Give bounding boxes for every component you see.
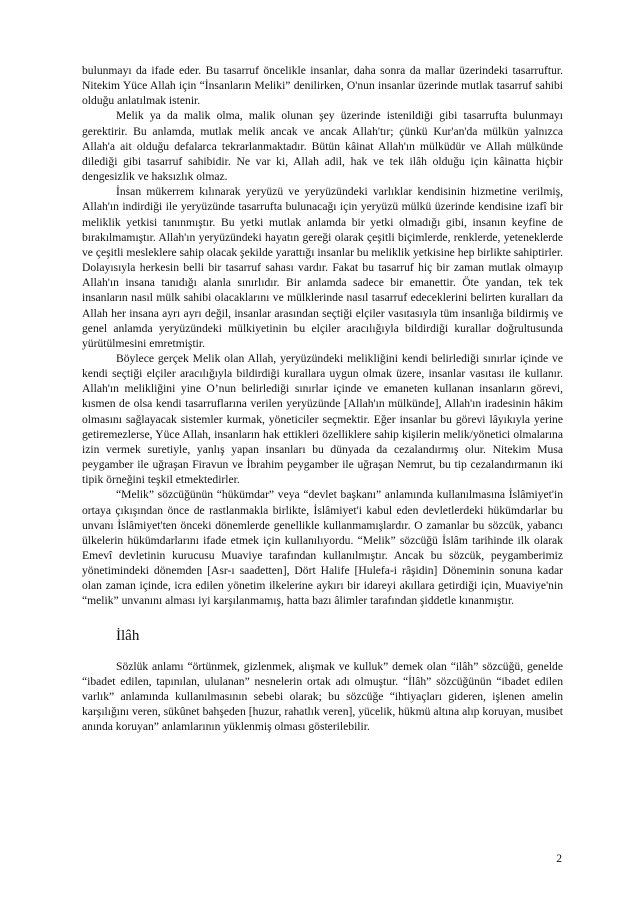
paragraph-melik-sozcugu: “Melik” sözcüğünün “hükümdar” veya “devlet başkanı” anlamında kullanılmasına İslâmiyet'in ortaya çıkışından önce de rastlanmakla birlikte, İslâmiyet'i kabul eden devletlerdeki hükümdarlar bu unvanı İslâmiyet'ten önceki dönemlerde genellikle kullanmamışlardır. O zamanlar bu sözcük, yabancı ülkelerin hükümdarlarını ifade etmek için kullanılıyordu. “Melik” sözcüğü İslâm tarihinde ilk olarak Emevî devletinin kurucusu Muaviye tarafından kullanılmıştır. Ancak bu sözcük, peygamberimiz yönetimindeki dönemden [Asr-ı saadetten], Dört Halife [Hulefa-i râşidin] Döneminin sonuna kadar olan zaman içinde, icra edilen yönetim ilkelerine aykırı bir idareyi akıllara getirdiği için, Muaviye'nin “melik” unvanını alması iyi karşılanmamış, hatta bazı âlimler tarafından şiddetle kınanmıştır. [82,488,563,608]
paragraph-melik-malik: Melik ya da malik olma, malik olunan şey üzerinde istenildiği gibi tasarrufta bulunmayı gerektirir. Bu anlamda, mutlak melik ancak ve ancak Allah'tır; çünkü Kur'an'da mülkün yalnızca Allah'a ait olduğu defalarca tekrarlanmaktadır. Bütün kâinat Allah'ın mülküdür ve Allah mülkünde dilediği gibi tasarruf sahibidir. Ne var ki, Allah adil, hak ve tek ilâh olduğu için kâinatta hiçbir dengesizlik ve haksızlık olmaz. [82,109,563,184]
page-number: 2 [556,852,562,865]
paragraph-insan-mukerrem: İnsan mükerrem kılınarak yeryüzü ve yeryüzündeki varlıklar kendisinin hizmetine verilmiş, Allah'ın indirdiği ile yeryüzünde tasarrufta bulunacağı için yeryüzü mülkü üzerinde kendisine izafî bir meliklik yetkisi tanınmıştır. Bu yetki mutlak anlamda bir yetki olmadığı gibi, insanın keyfine de bırakılmamıştır. Allah'ın yeryüzündeki hayatın gereği olarak çeşitli biçimlerde, renklerde, yeteneklerde ve çeşitli mesleklere sahip olacak şekilde yarattığı insanlar bu meliklik yetkisine hep birlikte sahiptirler. Dolayısıyla herkesin belli bir tasarruf sahası vardır. Fakat bu tasarruf hiç bir zaman mutlak olmayıp Allah'ın insana tanıdığı alanla sınırlıdır. Bir anlamda sadece bir emanettir. Öte yandan, tek tek insanların nasıl mülk sahibi olacaklarını ve mülklerinde nasıl tasarruf edeceklerini belirten kuralları da Allah her insana ayrı ayrı değil, insanlar arasından seçtiği elçiler vasıtasıyla tüm insanlığa bildirmiş ve genel anlamda yeryüzündeki mülkiyetinin bu elçiler aracılığıyla bildirdiği kurallar doğrultusunda yürütülmesini emretmiştir. [82,185,563,350]
paragraph-boylece: Böylece gerçek Melik olan Allah, yeryüzündeki melikliğini kendi belirlediği sınırlar içinde ve kendi seçtiği elçiler aracılığıyla bildirdiği kurallara uygun olmak üzere, insanlar vasıtası ile kullanır. Allah'ın melikliğini yine O’nun belirlediği sınırlar içinde ve emaneten kullanan insanların görevi, kısmen de olsa kendi tasarruflarına verilen yeryüzünde [Allah'ın mülkünde], Allah'ın iradesinin hâkim olmasını sağlayacak sistemler kurmak, yöneticiler seçmektir. Eğer insanlar bu görevi lâyıkıyla yerine getiremezlerse, Yüce Allah, insanların hak ettikleri özelliklere sahip kişilerin melik/yönetici olmalarına izin vermek suretiyle, yanlış yapan insanları bu dünyada da cezalandırmış olur. Nitekim Musa peygamber ile uğraşan Firavun ve İbrahim peygamber ile uğraşan Nemrut, bu tip cezalandırmanın iki tipik örneğini teşkil etmektedirler. [82,351,563,487]
section-heading-ilah: İlâh [116,627,140,644]
paragraph-continuation: bulunmayı da ifade eder. Bu tasarruf öncelikle insanlar, daha sonra da mallar üzerindeki tasarruftur. Nitekim Yüce Allah için “İnsanların Meliki” denilirken, O'nun insanlar üzerinde mutlak tasarruf sahibi olduğu anlatılmak istenir. [82,64,563,108]
body-text [82,63,563,734]
paragraph-sozluk-anlami: Sözlük anlamı “örtünmek, gizlenmek, alışmak ve kulluk” demek olan “ilâh” sözcüğü, genelde “ibadet edilen, tapınılan, ululanan” nesnelerin ortak adı olmuştur. “İlâh” sözcüğünün “ibadet edilen varlık” anlamında kullanılmasının sebebi olarak; bu sözcüğe “ihtiyaçları gideren, işlenen amelin karşılığını veren, sükûnet bahşeden [huzur, rahatlık veren], yücelik, hükmü altına alıp koruyan, musibet anında koruyan” anlamlarının yüklenmiş olması gösterilebilir. [82,659,563,734]
